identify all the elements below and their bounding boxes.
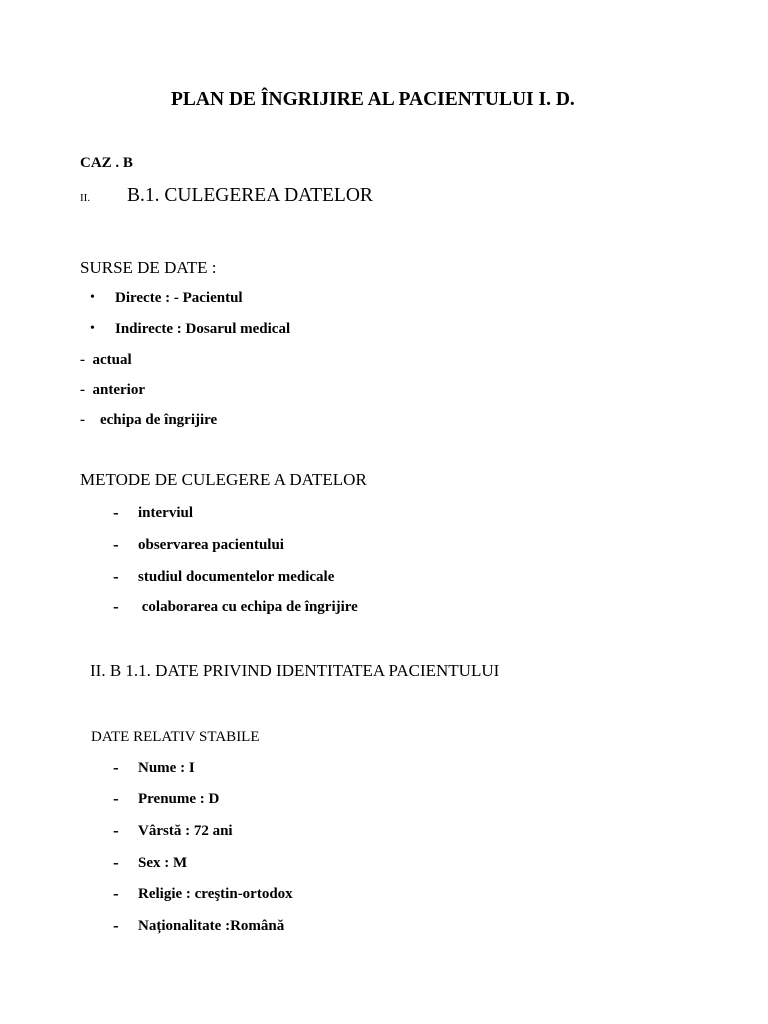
dash-mark: - [113,758,119,777]
dash-mark: - [113,597,119,616]
dash-mark: - [113,821,119,840]
dash-mark: - [113,503,119,522]
list-item: Sex : M [138,855,188,871]
metode-heading: METODE DE CULEGERE A DATELOR [80,470,367,489]
list-item: studiul documentelor medicale [138,569,335,585]
page-title: PLAN DE ÎNGRIJIRE AL PACIENTULUI I. D. [171,89,575,110]
list-item: Vârstă : 72 ani [138,823,233,839]
list-item: - actual [80,352,132,368]
section-number: II. [80,192,91,204]
list-item: Indirecte : Dosarul medical [115,321,291,337]
section-title-culegere: B.1. CULEGEREA DATELOR [127,185,373,206]
dash-mark: - [113,789,119,808]
list-item: Nume : I [138,760,195,776]
bullet-mark: • [90,321,95,336]
relativ-stabile-heading: DATE RELATIV STABILE [91,729,260,745]
dash-mark: - [113,853,119,872]
surse-heading: SURSE DE DATE : [80,258,217,277]
bullet-mark: • [90,290,95,305]
case-label: CAZ . B [80,155,133,171]
list-item: colaborarea cu echipa de îngrijire [138,599,358,615]
list-item: interviul [138,505,193,521]
list-item: Prenume : D [138,791,220,807]
list-item: - echipa de îngrijire [80,412,218,428]
dash-mark: - [113,884,119,903]
list-item: Religie : creştin-ortodox [138,886,293,902]
dash-mark: - [113,567,119,586]
list-item: Naționalitate :Română [138,918,285,934]
list-item: Directe : - Pacientul [115,290,243,306]
list-item: observarea pacientului [138,537,284,553]
identitate-heading: II. B 1.1. DATE PRIVIND IDENTITATEA PACIENTULUI [90,661,500,680]
dash-mark: - [113,916,119,935]
dash-mark: - [113,535,119,554]
list-item: - anterior [80,382,145,398]
